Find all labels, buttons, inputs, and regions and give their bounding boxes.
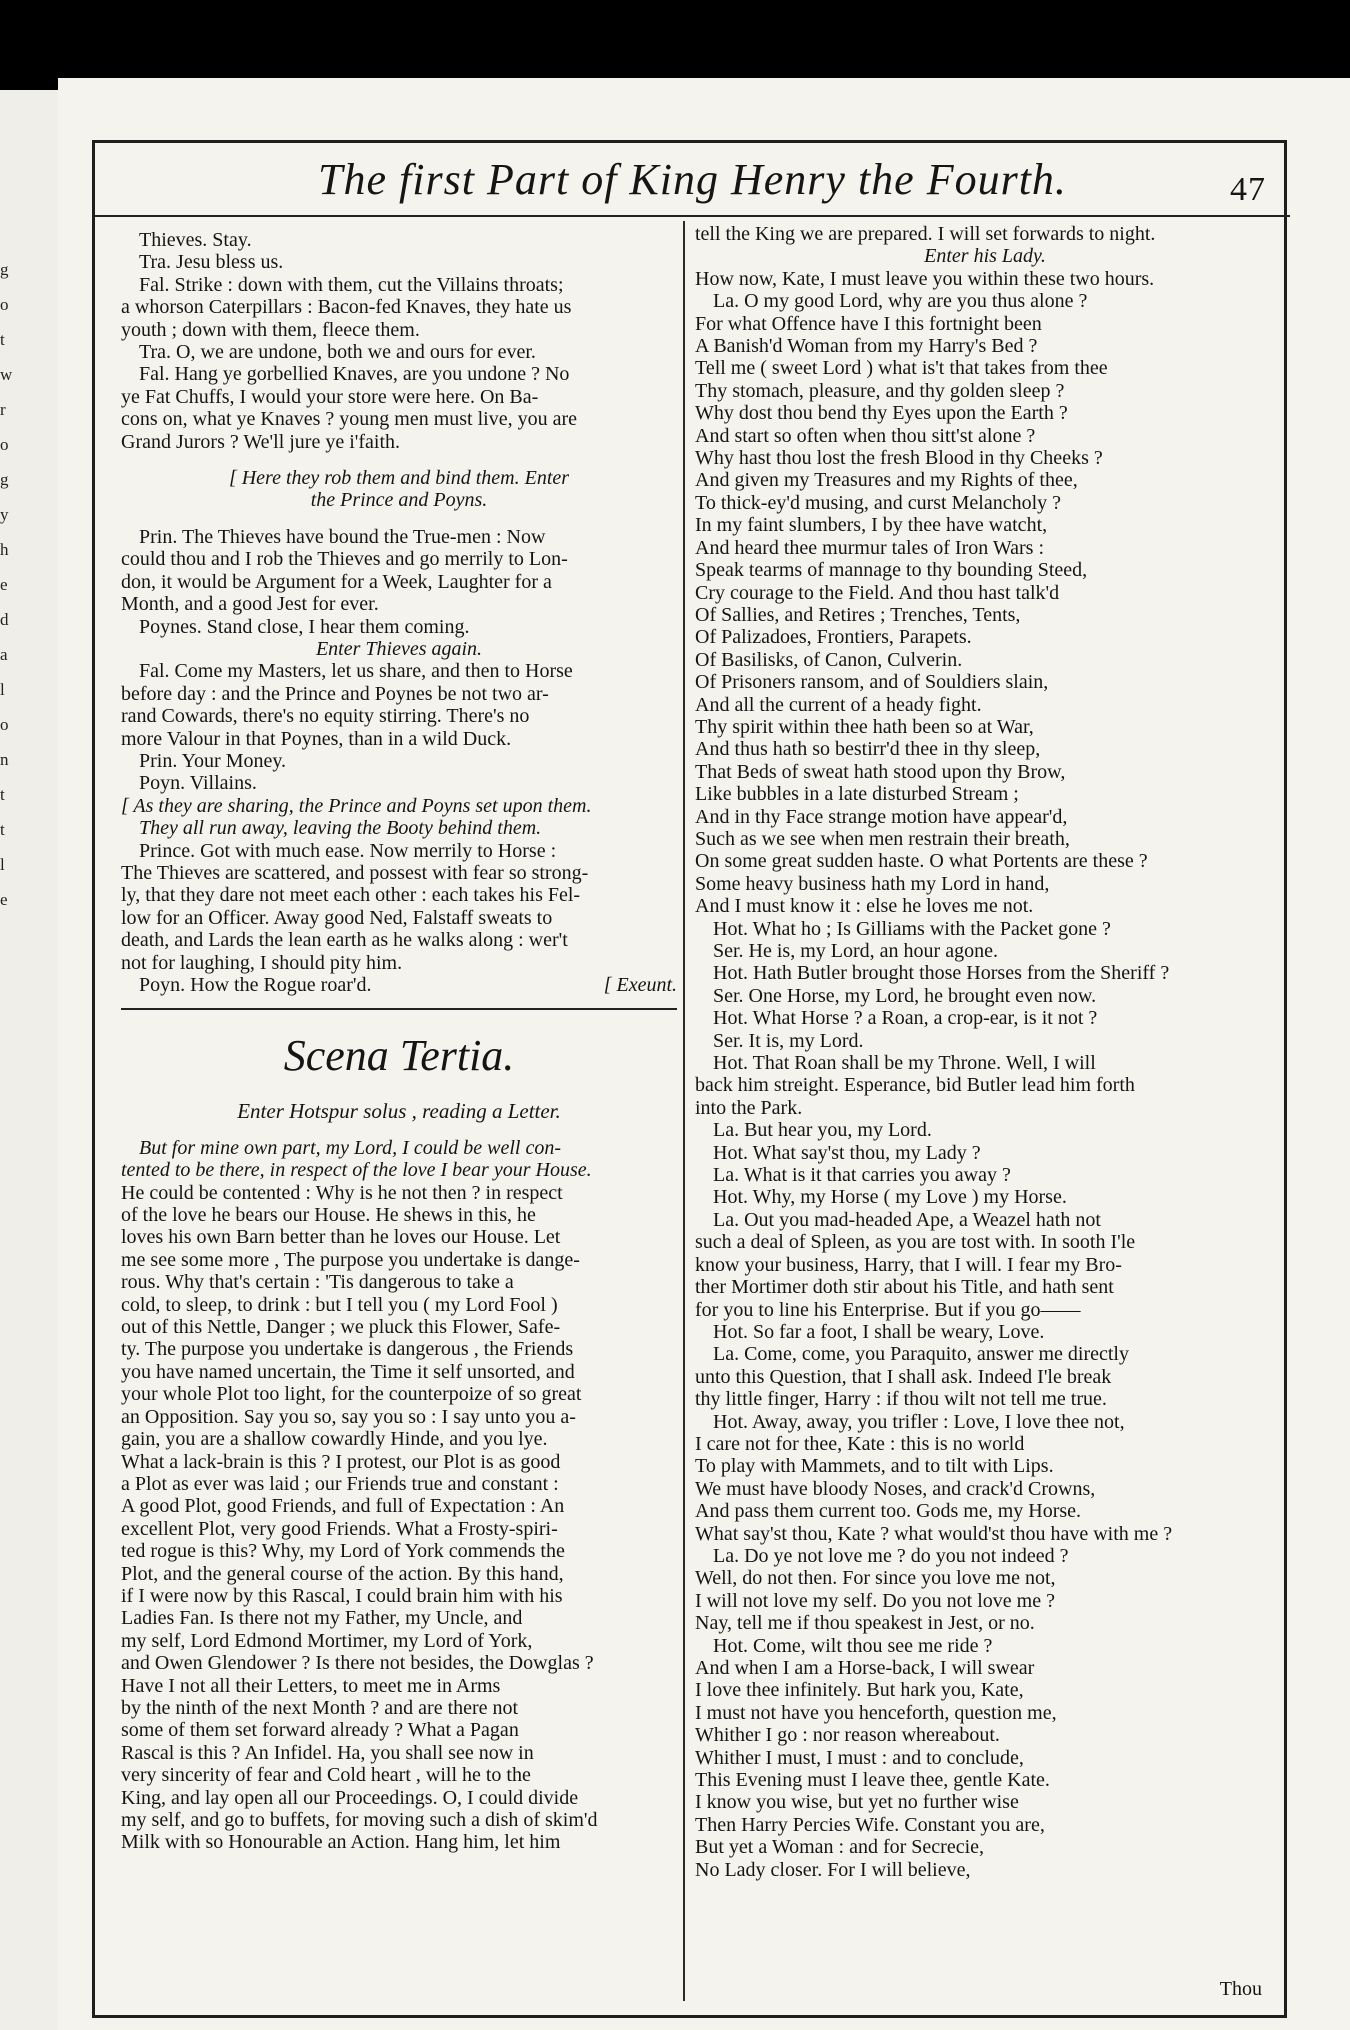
text-line: a whorson Caterpillars : Bacon-fed Knaves, they hate us — [121, 296, 572, 319]
text-line: The Thieves are scattered, and possest with fear so strong- — [121, 861, 589, 884]
left-block-3 — [121, 660, 677, 974]
text-line: excellent Plot, very good Friends. What a Frosty-spiri- — [121, 1517, 558, 1540]
text-line: Month, and a good Jest for ever. — [121, 593, 379, 616]
margin-fragment: e — [0, 890, 8, 909]
margin-fragment: d — [0, 610, 9, 629]
text-line: La. But hear you, my Lord. — [713, 1119, 932, 1142]
text-line: That Beds of sweat hath stood upon thy Brow, — [695, 760, 1066, 783]
margin-fragment: e — [0, 575, 8, 594]
text-line: death, and Lards the lean earth as he walks along : wer't — [121, 929, 568, 952]
text-line: Of Sallies, and Retires ; Trenches, Tents, — [695, 603, 1021, 626]
text-line: To thick-ey'd musing, and curst Melancholy ? — [695, 491, 1062, 514]
scene-rule — [121, 1008, 677, 1010]
text-line: And given my Treasures and my Rights of thee, — [695, 469, 1078, 492]
text-line: Milk with so Honourable an Action. Hang him, let him — [121, 1831, 561, 1854]
text-line: ye Fat Chuffs, I would your store were here. On Ba- — [121, 385, 539, 408]
text-line: And thus hath so bestirr'd thee in thy sleep, — [695, 738, 1041, 761]
text-line: Ladies Fan. Is there not my Father, my Uncle, and — [121, 1607, 523, 1630]
text-line: Some heavy business hath my Lord in hand, — [695, 872, 1050, 895]
text-line: not for laughing, I should pity him. — [121, 951, 403, 974]
catchword: Thou — [1219, 1978, 1262, 2000]
margin-fragment: y — [0, 505, 9, 524]
text-line: I love thee infinitely. But hark you, Kate, — [695, 1679, 1024, 1702]
text-line: Whither I go : nor reason whereabout. — [695, 1724, 1000, 1747]
text-line: know your business, Harry, that I will. I fear my Bro- — [695, 1253, 1122, 1276]
text-line: Hot. Why, my Horse ( my Love ) my Horse. — [713, 1186, 1067, 1209]
left-column — [121, 229, 677, 1854]
text-line: thy little finger, Harry : if thou wilt not tell me true. — [695, 1388, 1107, 1411]
text-line: Hot. What say'st thou, my Lady ? — [713, 1141, 981, 1164]
text-line: But for mine own part, my Lord, I could be well con- — [139, 1136, 561, 1159]
text-line: unto this Question, that I shall ask. Indeed I'le break — [695, 1365, 1112, 1388]
text-line: Thieves. Stay. — [139, 229, 252, 251]
text-line: Well, do not then. For since you love me not, — [695, 1567, 1056, 1590]
text-line: Ser. One Horse, my Lord, he brought even now. — [713, 984, 1097, 1007]
text-line: And when I am a Horse-back, I will swear — [695, 1657, 1035, 1679]
text-line: ted rogue is this? Why, my Lord of York commends the — [121, 1540, 565, 1563]
right-lines — [695, 223, 1275, 1881]
adjacent-page-edge — [0, 90, 60, 2030]
margin-fragment: o — [0, 715, 9, 734]
text-line: Of Prisoners ransom, and of Souldiers slain, — [695, 671, 1049, 694]
stage-direction: Enter Thieves again. — [315, 637, 483, 660]
text-line: Why hast thou lost the fresh Blood in thy Cheeks ? — [695, 447, 1103, 470]
book-page — [58, 78, 1350, 2030]
text-line: Tell me ( sweet Lord ) what is't that takes from thee — [695, 357, 1108, 380]
text-line: Hot. That Roan shall be my Throne. Well, I will — [713, 1052, 1096, 1075]
text-line: before day : and the Prince and Poynes be not two ar- — [121, 682, 549, 705]
text-line: Prin. Your Money. — [139, 749, 287, 772]
text-line: out of this Nettle, Danger ; we pluck this Flower, Safe- — [121, 1316, 561, 1339]
stage-direction: [ Here they rob them and bind them. Enter — [228, 467, 570, 490]
text-line: Tra. O, we are undone, both we and ours for ever. — [139, 341, 536, 364]
text-line: This Evening must I leave thee, gentle Kate. — [695, 1769, 1050, 1792]
text-line: rand Cowards, there's no equity stirring. There's no — [121, 705, 530, 728]
text-line: Thy spirit within thee hath been so at War, — [695, 715, 1034, 738]
text-line: a Plot as ever was laid ; our Friends true and constant : — [121, 1472, 559, 1495]
text-line: Of Basilisks, of Canon, Culverin. — [695, 648, 963, 671]
text-line: Fal. Hang ye gorbellied Knaves, are you undone ? No — [139, 363, 570, 386]
margin-fragment: a — [0, 645, 8, 664]
text-line: an Opposition. Say you so, say you so : I say unto you a- — [121, 1405, 576, 1428]
text-line: La. O my good Lord, why are you thus alone ? — [713, 290, 1088, 313]
text-line: A good Plot, good Friends, and full of Expectation : An — [121, 1495, 565, 1518]
text-line: He could be contented : Why is he not then ? in respect — [121, 1181, 563, 1204]
text-line: my self, and go to buffets, for moving such a dish of skim'd — [121, 1809, 598, 1831]
margin-fragment: w — [0, 365, 13, 384]
text-line: What a lack-brain is this ? I protest, our Plot is as good — [121, 1450, 561, 1473]
text-line: Such as we see when men restrain their breath, — [695, 827, 1070, 850]
text-line: tented to be there, in respect of the love I bear your House. — [121, 1159, 592, 1182]
text-line: A Banish'd Woman from my Harry's Bed ? — [695, 335, 1038, 358]
text-line: They all run away, leaving the Booty behind them. — [139, 817, 542, 840]
text-line: What say'st thou, Kate ? what would'st thou have with me ? — [695, 1522, 1173, 1545]
text-line: Ser. It is, my Lord. — [713, 1029, 864, 1052]
text-line: cold, to sleep, to drink : but I tell you ( my Lord Fool ) — [121, 1293, 558, 1316]
text-line: Like bubbles in a late disturbed Stream ; — [695, 783, 1019, 806]
text-line: King, and lay open all our Proceedings. O, I could divide — [121, 1786, 579, 1809]
margin-fragment: l — [0, 680, 5, 699]
text-line: low for an Officer. Away good Ned, Falstaff sweats to — [121, 906, 553, 929]
text-line: Hot. Away, away, you trifler : Love, I love thee not, — [713, 1410, 1125, 1433]
margin-fragment: t — [0, 820, 5, 839]
text-line: Prin. The Thieves have bound the True-men : Now — [139, 525, 546, 548]
text-line: La. Come, come, you Paraquito, answer me directly — [713, 1343, 1129, 1366]
text-line: Tra. Jesu bless us. — [139, 251, 284, 274]
text-line: back him streight. Esperance, bid Butler lead him forth — [695, 1074, 1135, 1097]
text-line: your whole Plot too light, for the counterpoize of so great — [121, 1383, 582, 1406]
right-column — [695, 223, 1275, 1881]
text-line: Speak tearms of mannage to thy bounding Steed, — [695, 559, 1088, 582]
text-line: such a deal of Spleen, as you are tost with. In sooth I'le — [695, 1231, 1136, 1254]
exeunt-direction: [ Exeunt. — [603, 974, 677, 996]
text-line: Fal. Come my Masters, let us share, and then to Horse — [139, 660, 573, 683]
text-line: youth ; down with them, fleece them. — [121, 318, 420, 341]
text-line: gain, you are a shallow cowardly Hinde, and you lye. — [121, 1428, 548, 1451]
running-head-title: The first Part of King Henry the Fourth. — [318, 155, 1067, 204]
text-line: Whither I must, I must : and to conclude, — [695, 1746, 1024, 1769]
text-line: could thou and I rob the Thieves and go merrily to Lon- — [121, 548, 568, 571]
text-line: ther Mortimer doth stir about his Title, and hath sent — [695, 1276, 1114, 1299]
text-line: Have I not all their Letters, to meet me in Arms — [121, 1674, 501, 1697]
text-line: Nay, tell me if thou speakest in Jest, or no. — [695, 1612, 1035, 1635]
text-line: No Lady closer. For I will believe, — [695, 1858, 971, 1881]
text-line: For what Offence have I this fortnight been — [695, 312, 1042, 335]
text-line: I know you wise, but yet no further wise — [695, 1791, 1019, 1814]
text-line: Hot. So far a foot, I shall be weary, Love. — [713, 1320, 1045, 1343]
margin-fragment: g — [0, 260, 9, 279]
page-frame — [92, 140, 1287, 2018]
text-line: Grand Jurors ? We'll jure ye i'faith. — [121, 430, 401, 453]
text-line: Cry courage to the Field. And thou hast talk'd — [695, 581, 1060, 604]
text-line: And heard thee murmur tales of Iron Wars : — [695, 536, 1045, 559]
text-line: by the ninth of the next Month ? and are there not — [121, 1696, 519, 1719]
running-head — [95, 143, 1290, 217]
text-line: Poyn. Villains. — [139, 772, 257, 795]
text-line: On some great sudden haste. O what Portents are these ? — [695, 850, 1148, 873]
margin-fragment: n — [0, 750, 9, 769]
text-line: you have named uncertain, the Time it self unsorted, and — [121, 1360, 575, 1383]
text-line: don, it would be Argument for a Week, Laughter for a — [121, 570, 552, 593]
text-line: Rascal is this ? An Infidel. Ha, you shall see now in — [121, 1741, 534, 1764]
text-line: rous. Why that's certain : 'Tis dangerous to take a — [121, 1271, 514, 1294]
text-line: [ As they are sharing, the Prince and Poyns set upon them. — [121, 794, 592, 817]
text-line: And all the current of a heady fight. — [695, 693, 982, 716]
text-line: loves his own Barn better than he loves our House. Let — [121, 1226, 561, 1249]
text-line: And start so often when thou sitt'st alone ? — [695, 424, 1036, 447]
text-line: Thy stomach, pleasure, and thy golden sleep ? — [695, 379, 1065, 402]
text-line: cons on, what ye Knaves ? young men must live, you are — [121, 408, 578, 431]
text-line: Prince. Got with much ease. Now merrily to Horse : — [139, 839, 557, 862]
text-line: of the love he bears our House. He shews in this, he — [121, 1204, 536, 1227]
text-line: Hot. Come, wilt thou see me ride ? — [713, 1634, 993, 1657]
page-number: 47 — [1230, 171, 1266, 208]
text-line: into the Park. — [695, 1096, 803, 1119]
text-line: me see some more , The purpose you undertake is dange- — [121, 1248, 580, 1271]
text-line: Enter his Lady. — [924, 245, 1046, 268]
left-block-1 — [121, 229, 677, 453]
text-line: tell the King we are prepared. I will set forwards to night. — [695, 223, 1156, 245]
text-line: Plot, and the general course of the action. By this hand, — [121, 1562, 564, 1585]
exit-line — [121, 974, 677, 996]
text-line: La. Out you mad-headed Ape, a Weazel hath not — [713, 1208, 1101, 1231]
text-line: And in thy Face strange motion have appear'd, — [695, 805, 1068, 828]
text-line: Ser. He is, my Lord, an hour agone. — [713, 940, 998, 962]
margin-fragment: h — [0, 540, 9, 559]
margin-fragment: t — [0, 330, 5, 349]
exit-speech: Poyn. How the Rogue roar'd. — [139, 974, 372, 996]
text-line: And I must know it : else he loves me not. — [695, 895, 1034, 918]
text-line: more Valour in that Poynes, than in a wild Duck. — [121, 727, 512, 750]
column-divider — [683, 221, 685, 2001]
text-line: How now, Kate, I must leave you within these two hours. — [695, 267, 1155, 290]
text-line: Of Palizadoes, Frontiers, Parapets. — [695, 626, 972, 649]
text-line: ty. The purpose you undertake is dangerous , the Friends — [121, 1338, 574, 1361]
margin-fragment: o — [0, 435, 9, 454]
text-line: Hot. What Horse ? a Roan, a crop-ear, is it not ? — [713, 1007, 1098, 1030]
text-line: I will not love my self. Do you not love me ? — [695, 1589, 1055, 1612]
text-line: ly, that they dare not meet each other : each takes his Fel- — [121, 884, 581, 907]
text-line: In my faint slumbers, I by thee have watcht, — [695, 514, 1048, 537]
scene-entrance: Enter Hotspur solus , reading a Letter. — [237, 1099, 561, 1124]
hotspur-letter — [121, 1137, 677, 1854]
text-line: I care not for thee, Kate : this is no world — [695, 1432, 1025, 1455]
margin-fragment: g — [0, 470, 9, 489]
text-line: But yet a Woman : and for Secrecie, — [695, 1836, 985, 1859]
text-line: for you to line his Enterprise. But if you go—— — [695, 1298, 1081, 1321]
text-line: And pass them current too. Gods me, my Horse. — [695, 1500, 1082, 1523]
margin-fragment: t — [0, 785, 5, 804]
text-line: Hot. What ho ; Is Gilliams with the Packet gone ? — [713, 917, 1111, 940]
text-line: To play with Mammets, and to tilt with Lips. — [695, 1455, 1054, 1478]
scene-title: Scena Tertia. — [283, 1031, 515, 1081]
text-line: La. Do ye not love me ? do you not indeed ? — [713, 1544, 1069, 1567]
text-line: Then Harry Percies Wife. Constant you are, — [695, 1813, 1045, 1836]
left-block-2 — [121, 526, 677, 638]
text-line: some of them set forward already ? What a Pagan — [121, 1719, 519, 1742]
text-line: my self, Lord Edmond Mortimer, my Lord of York, — [121, 1629, 533, 1652]
text-line: Poynes. Stand close, I hear them coming. — [139, 615, 470, 638]
text-line: Why dost thou bend thy Eyes upon the Earth ? — [695, 402, 1068, 425]
stage-direction: the Prince and Poyns. — [310, 489, 488, 512]
margin-fragment: o — [0, 295, 9, 314]
margin-fragment: r — [0, 400, 6, 419]
text-line: Hot. Hath Butler brought those Horses from the Sheriff ? — [713, 962, 1170, 985]
margin-fragment: l — [0, 855, 5, 874]
text-line: I must not have you henceforth, question me, — [695, 1701, 1057, 1724]
text-line: We must have bloody Noses, and crack'd Crowns, — [695, 1477, 1096, 1500]
text-line: and Owen Glendower ? Is there not besides, the Dowglas ? — [121, 1652, 594, 1675]
text-line: very sincerity of fear and Cold heart , will he to the — [121, 1764, 531, 1787]
text-line: Fal. Strike : down with them, cut the Villains throats; — [139, 273, 564, 296]
text-line: La. What is it that carries you away ? — [713, 1164, 1011, 1187]
text-line: if I were now by this Rascal, I could brain him with his — [121, 1584, 563, 1607]
